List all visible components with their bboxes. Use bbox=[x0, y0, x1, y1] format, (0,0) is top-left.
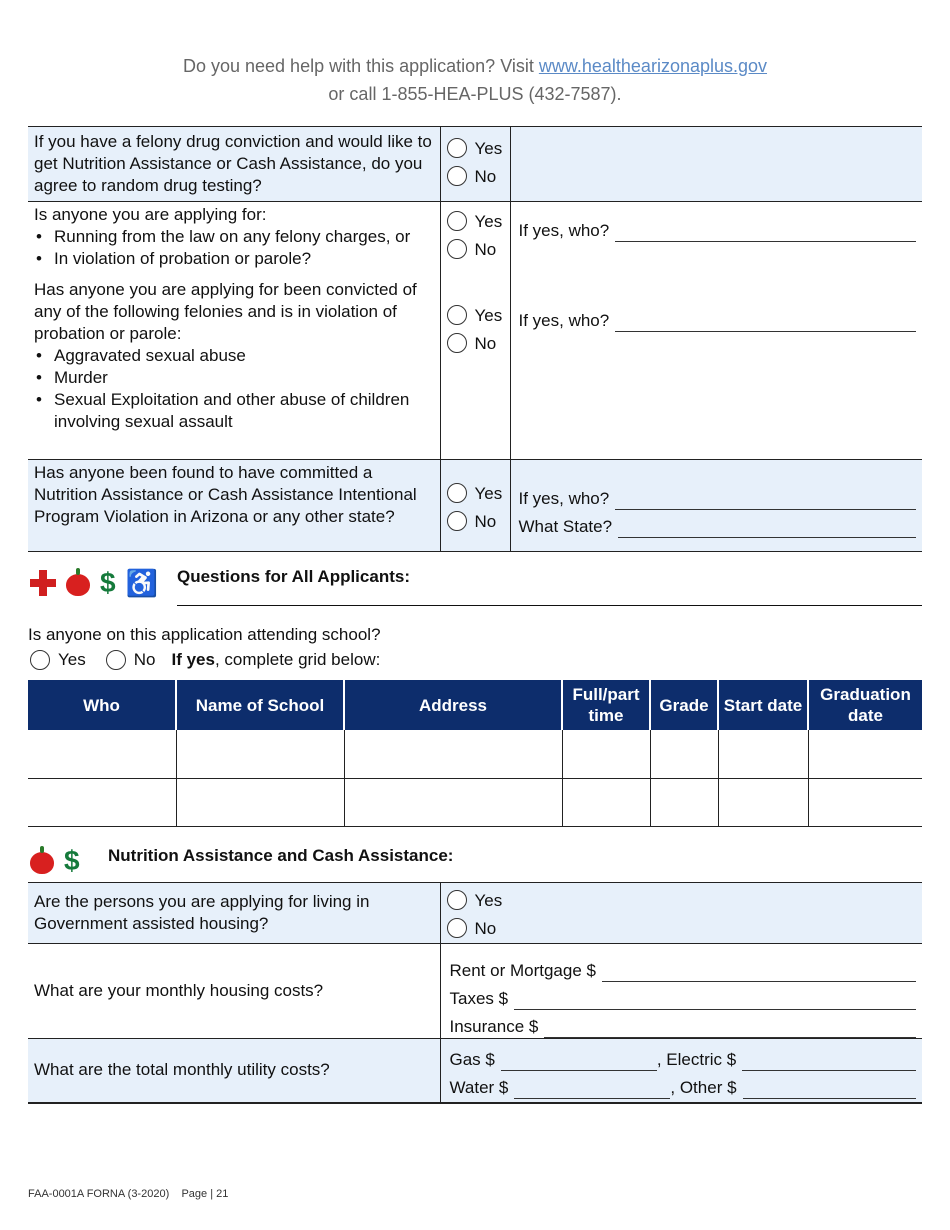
q3-no-radio[interactable] bbox=[447, 333, 467, 353]
q2-no-option[interactable] bbox=[447, 236, 510, 264]
nutrition-icons bbox=[30, 846, 80, 876]
q3-who-label: If yes, who? bbox=[518, 311, 610, 330]
q1-row bbox=[28, 127, 922, 202]
school-yes-radio[interactable] bbox=[30, 650, 50, 670]
utility-costs-row bbox=[28, 1039, 922, 1103]
water-label: Water $ bbox=[449, 1078, 509, 1097]
rent-field[interactable] bbox=[602, 966, 916, 982]
housing-yes-radio[interactable] bbox=[447, 890, 467, 910]
table-row bbox=[28, 730, 922, 778]
dollar-icon: $ bbox=[64, 845, 80, 876]
q1-no-radio[interactable] bbox=[447, 166, 467, 186]
electric-field[interactable] bbox=[742, 1055, 916, 1071]
insurance-label: Insurance $ bbox=[449, 1017, 539, 1036]
nutrition-title: Nutrition Assistance and Cash Assistance: bbox=[108, 846, 454, 865]
q2-who-field[interactable] bbox=[615, 226, 916, 242]
dollar-icon: $ bbox=[100, 567, 116, 598]
grid-cell[interactable] bbox=[344, 730, 562, 778]
other-field[interactable] bbox=[743, 1083, 916, 1099]
assisted-housing-options bbox=[440, 883, 922, 944]
col-who: Who bbox=[28, 680, 176, 730]
school-question: Is anyone on this application attending school? bbox=[28, 625, 381, 644]
col-start-date: Start date bbox=[718, 680, 808, 730]
q2-q3-text bbox=[28, 202, 440, 460]
col-address: Address bbox=[344, 680, 562, 730]
electric-label: , Electric $ bbox=[656, 1050, 737, 1069]
q3-yes-radio[interactable] bbox=[447, 305, 467, 325]
q3-bullets bbox=[34, 345, 434, 433]
form-id: FAA-0001A FORNA (3-2020) bbox=[28, 1188, 170, 1200]
q4-row bbox=[28, 460, 922, 552]
grid-cell[interactable] bbox=[176, 730, 344, 778]
q3-who-field[interactable] bbox=[615, 316, 916, 332]
q4-yes-option[interactable] bbox=[447, 480, 510, 508]
water-other-row bbox=[450, 1071, 917, 1099]
q3-who-row bbox=[519, 304, 917, 332]
gas-label: Gas $ bbox=[449, 1050, 495, 1069]
school-no-radio[interactable] bbox=[106, 650, 126, 670]
page-number: Page | 21 bbox=[181, 1188, 229, 1200]
q4-text: Has anyone been found to have committed a Nutrition Assistance or Cash Assistance Intentional Program Violation in Arizona or any other state? bbox=[34, 463, 417, 526]
school-yes-option[interactable] bbox=[30, 650, 86, 670]
q3-bullet: • Sexual Exploitation and other abuse of children involving sexual assault bbox=[34, 389, 434, 433]
q2-bullet: • In violation of probation or parole? bbox=[34, 248, 434, 270]
school-no-label: No bbox=[133, 650, 156, 669]
rent-label: Rent or Mortgage $ bbox=[449, 961, 596, 980]
grid-cell[interactable] bbox=[718, 778, 808, 826]
school-grid bbox=[28, 680, 922, 827]
grid-cell[interactable] bbox=[28, 778, 176, 826]
housing-no-radio[interactable] bbox=[447, 918, 467, 938]
q4-who-row bbox=[519, 484, 917, 510]
legal-questions-table bbox=[28, 126, 922, 552]
q2-who-label: If yes, who? bbox=[518, 221, 610, 240]
q3-yes-label: Yes bbox=[474, 306, 503, 325]
housing-no-label: No bbox=[474, 919, 497, 938]
housing-no-option[interactable] bbox=[447, 915, 923, 943]
school-yes-label: Yes bbox=[58, 650, 86, 669]
water-field[interactable] bbox=[514, 1083, 670, 1099]
assisted-housing-question: Are the persons you are applying for living in Government assisted housing? bbox=[34, 892, 370, 933]
q4-yes-label: Yes bbox=[474, 484, 503, 503]
taxes-field[interactable] bbox=[514, 994, 916, 1010]
taxes-label: Taxes $ bbox=[449, 989, 509, 1008]
q4-state-label: What State? bbox=[518, 517, 613, 536]
school-no-option[interactable] bbox=[106, 650, 156, 670]
medical-cross-icon bbox=[30, 570, 56, 596]
q2-yes-option[interactable] bbox=[447, 208, 510, 236]
q3-no-label: No bbox=[474, 334, 497, 353]
q2-bullets bbox=[34, 226, 434, 270]
q4-who-label: If yes, who? bbox=[518, 489, 610, 508]
school-options bbox=[30, 650, 380, 670]
q2-lead: Is anyone you are applying for: bbox=[34, 205, 267, 224]
q1-no-option[interactable] bbox=[447, 163, 510, 191]
q2-q3-row bbox=[28, 202, 922, 460]
q4-no-label: No bbox=[474, 512, 497, 531]
housing-costs-row bbox=[28, 944, 922, 1039]
grid-cell[interactable] bbox=[344, 778, 562, 826]
q2-no-radio[interactable] bbox=[447, 239, 467, 259]
q1-yes-label: Yes bbox=[474, 139, 503, 158]
gas-field[interactable] bbox=[501, 1055, 657, 1071]
utility-costs-question: What are the total monthly utility costs? bbox=[34, 1060, 330, 1080]
page-footer bbox=[28, 1188, 228, 1200]
q3-lead: Has anyone you are applying for been convicted of any of the following felonies and is in violation of probation or parole: bbox=[34, 280, 417, 343]
grid-cell[interactable] bbox=[650, 730, 718, 778]
other-label: , Other $ bbox=[670, 1078, 737, 1097]
school-instructions bbox=[171, 650, 380, 670]
grid-cell[interactable] bbox=[28, 730, 176, 778]
housing-costs-fields bbox=[440, 944, 922, 1039]
q3-yes-option[interactable] bbox=[447, 302, 510, 330]
grid-cell[interactable] bbox=[808, 730, 922, 778]
help-text: Do you need help with this application? Visit bbox=[182, 56, 539, 76]
q1-yes-radio[interactable] bbox=[447, 138, 467, 158]
q1-no-label: No bbox=[474, 167, 497, 186]
school-grid-header bbox=[28, 680, 922, 730]
table-row bbox=[28, 778, 922, 826]
all-applicants-title: Questions for All Applicants: bbox=[177, 567, 410, 586]
q3-bullet: • Aggravated sexual abuse bbox=[34, 345, 434, 367]
grid-cell[interactable] bbox=[808, 778, 922, 826]
school-if-yes-rest: , complete grid below: bbox=[214, 650, 381, 669]
q2-no-label: No bbox=[474, 240, 497, 259]
q1-text: If you have a felony drug conviction and would like to get Nutrition Assistance or Cash Assistance, do you agree to random drug testing? bbox=[34, 132, 432, 195]
q2-who-row bbox=[519, 214, 917, 242]
grid-cell[interactable] bbox=[718, 730, 808, 778]
col-grade: Grade bbox=[650, 680, 718, 730]
housing-yes-label: Yes bbox=[474, 891, 503, 910]
col-full-part-time: Full/part time bbox=[562, 680, 650, 730]
utility-costs-fields bbox=[440, 1039, 922, 1103]
taxes-row bbox=[450, 982, 917, 1010]
grid-cell[interactable] bbox=[650, 778, 718, 826]
q1-empty bbox=[510, 127, 922, 202]
q4-who-field[interactable] bbox=[615, 494, 916, 510]
col-name-of-school: Name of School bbox=[176, 680, 344, 730]
all-applicants-rule bbox=[177, 605, 922, 606]
grid-cell[interactable] bbox=[562, 730, 650, 778]
col-graduation-date: Graduation date bbox=[808, 680, 922, 730]
housing-costs-question: What are your monthly housing costs? bbox=[34, 981, 324, 1000]
gas-electric-row bbox=[450, 1043, 917, 1071]
q2-yes-label: Yes bbox=[474, 212, 503, 231]
q3-bullet: • Murder bbox=[34, 367, 434, 389]
insurance-row bbox=[450, 1010, 917, 1038]
all-applicants-icons bbox=[30, 568, 158, 598]
housing-table bbox=[28, 882, 922, 1104]
q4-followups bbox=[510, 460, 922, 552]
wheelchair-icon: ♿ bbox=[125, 568, 158, 598]
q2-yes-radio[interactable] bbox=[447, 211, 467, 231]
q1-options bbox=[440, 127, 510, 202]
q2-bullet: • Running from the law on any felony charges, or bbox=[34, 226, 434, 248]
grid-cell[interactable] bbox=[562, 778, 650, 826]
q4-yes-radio[interactable] bbox=[447, 483, 467, 503]
insurance-field[interactable] bbox=[544, 1022, 916, 1038]
help-link[interactable]: www.healthearizonaplus.gov bbox=[538, 56, 768, 76]
rent-row bbox=[450, 954, 917, 982]
school-if-yes: If yes bbox=[171, 650, 215, 669]
q4-no-option[interactable] bbox=[447, 508, 510, 536]
assisted-housing-row bbox=[28, 883, 922, 944]
apple-icon bbox=[30, 852, 54, 874]
q2-q3-options bbox=[440, 202, 510, 460]
help-phone: or call 1-855-HEA-PLUS (432-7587). bbox=[328, 84, 622, 104]
q1-yes-option[interactable] bbox=[447, 135, 510, 163]
housing-yes-option[interactable] bbox=[447, 887, 923, 915]
q2-q3-followups bbox=[510, 202, 922, 460]
q4-state-row bbox=[519, 510, 917, 538]
q4-no-radio[interactable] bbox=[447, 511, 467, 531]
q3-no-option[interactable] bbox=[447, 330, 510, 358]
apple-icon bbox=[66, 574, 90, 596]
q4-state-field[interactable] bbox=[618, 522, 916, 538]
grid-cell[interactable] bbox=[176, 778, 344, 826]
q4-options bbox=[440, 460, 510, 552]
help-banner bbox=[0, 52, 950, 108]
